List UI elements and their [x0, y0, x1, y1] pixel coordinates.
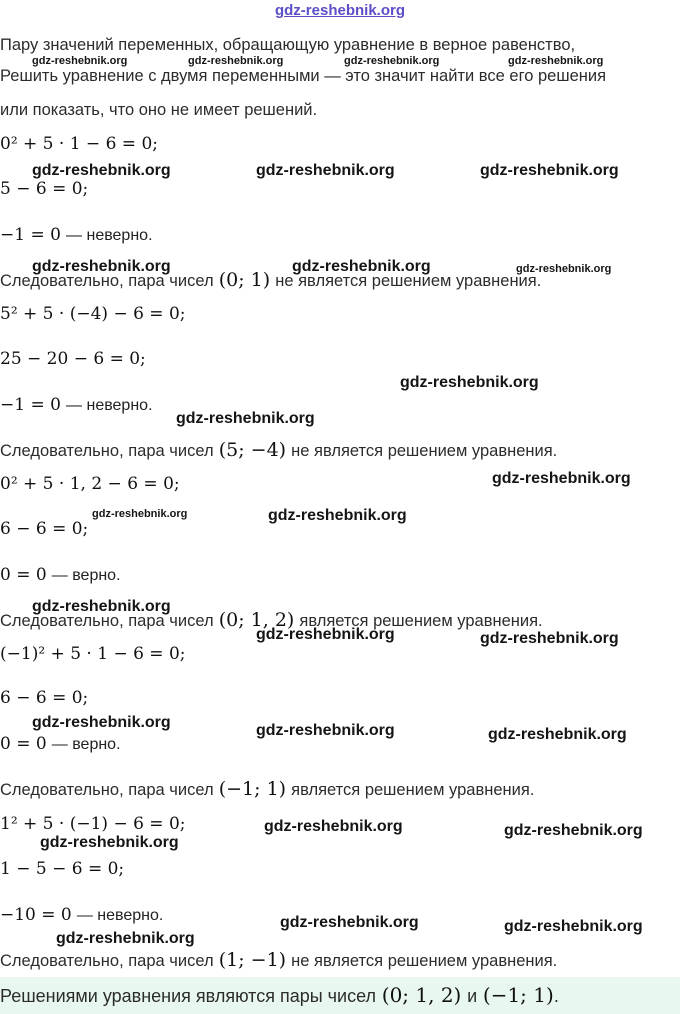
watermark: gdz-reshebnik.org	[256, 626, 395, 643]
final-pair-1: (0; 1, 2)	[381, 983, 462, 1007]
check-3-pair: (0; 1, 2)	[218, 609, 295, 631]
check-4-equation-3: 0 = 0	[0, 734, 47, 754]
watermark: gdz-reshebnik.org	[400, 374, 539, 391]
check-5-verdict: — неверно.	[76, 907, 164, 924]
watermark: gdz-reshebnik.org	[40, 834, 179, 851]
check-5-conclusion-prefix: Следовательно, пара чисел	[0, 952, 214, 970]
check-3-equation-1: 0² + 5 · 1, 2 − 6 = 0;	[0, 474, 180, 494]
watermark: gdz-reshebnik.org	[256, 162, 395, 179]
check-3-conclusion-prefix: Следовательно, пара чисел	[0, 612, 214, 630]
intro-line-3: или показать, что оно не имеет решений.	[0, 101, 318, 119]
check-4-verdict: — верно.	[51, 736, 121, 753]
watermark: gdz-reshebnik.org	[488, 726, 627, 743]
check-5-equation-2: 1 − 5 − 6 = 0;	[0, 859, 125, 879]
watermark: gdz-reshebnik.org	[256, 722, 395, 739]
check-5-pair: (1; −1)	[218, 949, 287, 971]
check-3-verdict: — верно.	[51, 567, 121, 584]
watermark: gdz-reshebnik.org	[92, 508, 188, 520]
check-4-conclusion-prefix: Следовательно, пара чисел	[0, 781, 214, 799]
watermark: gdz-reshebnik.org	[188, 55, 284, 67]
watermark: gdz-reshebnik.org	[504, 822, 643, 839]
final-conclusion-band	[0, 977, 680, 1014]
watermark: gdz-reshebnik.org	[268, 507, 407, 524]
check-4-equation-2: 6 − 6 = 0;	[0, 688, 89, 708]
final-pair-2: (−1; 1)	[482, 983, 554, 1007]
site-watermark-link[interactable]: gdz-reshebnik.org	[274, 2, 405, 19]
check-2-equation-1: 5² + 5 · (−4) − 6 = 0;	[0, 304, 186, 324]
check-1-result	[0, 225, 153, 246]
check-1-conclusion-prefix: Следовательно, пара чисел	[0, 272, 214, 290]
check-3-equation-2: 6 − 6 = 0;	[0, 519, 89, 539]
watermark: gdz-reshebnik.org	[508, 55, 604, 67]
intro-line-2: Решить уравнение с двумя переменными — это значит найти все его решения	[0, 67, 607, 85]
check-1-equation-1: 0² + 5 · 1 − 6 = 0;	[0, 134, 158, 154]
watermark: gdz-reshebnik.org	[344, 55, 440, 67]
check-5-result	[0, 905, 163, 926]
check-5-equation-3: −10 = 0	[0, 905, 72, 925]
watermark: gdz-reshebnik.org	[32, 714, 171, 731]
watermark: gdz-reshebnik.org	[504, 918, 643, 935]
check-2-equation-3: −1 = 0	[0, 395, 61, 415]
check-3-equation-3: 0 = 0	[0, 565, 47, 585]
check-1-verdict: — неверно.	[66, 227, 153, 244]
watermark: gdz-reshebnik.org	[32, 162, 171, 179]
final-conclusion-prefix: Решениями уравнения являются пары чисел	[0, 986, 377, 1006]
watermark: gdz-reshebnik.org	[264, 818, 403, 835]
check-4-pair: (−1; 1)	[218, 778, 287, 800]
check-1-equation-3: −1 = 0	[0, 225, 61, 245]
check-3-conclusion-suffix: является решением уравнения.	[299, 612, 543, 630]
watermark: gdz-reshebnik.org	[280, 914, 419, 931]
check-2-verdict: — неверно.	[66, 397, 153, 414]
final-conclusion-joiner: и	[467, 986, 478, 1006]
watermark: gdz-reshebnik.org	[480, 162, 619, 179]
check-2-result	[0, 395, 153, 416]
check-1-conclusion-suffix: не является решением уравнения.	[275, 272, 542, 290]
check-2-conclusion-suffix: не является решением уравнения.	[291, 442, 558, 460]
check-2-equation-2: 25 − 20 − 6 = 0;	[0, 349, 146, 369]
watermark: gdz-reshebnik.org	[516, 263, 612, 275]
watermark: gdz-reshebnik.org	[32, 258, 171, 275]
check-4-conclusion-suffix: является решением уравнения.	[291, 781, 535, 799]
check-5-conclusion-suffix: не является решением уравнения.	[291, 952, 558, 970]
check-5-equation-1: 1² + 5 · (−1) − 6 = 0;	[0, 814, 186, 834]
watermark: gdz-reshebnik.org	[56, 930, 195, 947]
check-2-conclusion-prefix: Следовательно, пара чисел	[0, 442, 214, 460]
watermark: gdz-reshebnik.org	[492, 470, 631, 487]
check-3-result	[0, 565, 121, 586]
check-4-conclusion	[0, 779, 534, 800]
final-conclusion	[0, 985, 559, 1007]
check-2-pair: (5; −4)	[218, 439, 287, 461]
intro-line-1: Пару значений переменных, обращающую уравнение в верное равенство,	[0, 36, 576, 54]
check-5-conclusion	[0, 950, 557, 971]
check-2-conclusion	[0, 440, 557, 461]
check-1-pair: (0; 1)	[218, 269, 271, 291]
check-1-equation-2: 5 − 6 = 0;	[0, 179, 89, 199]
watermark: gdz-reshebnik.org	[32, 55, 128, 67]
watermark: gdz-reshebnik.org	[292, 258, 431, 275]
final-conclusion-end: .	[553, 986, 559, 1006]
watermark: gdz-reshebnik.org	[32, 598, 171, 615]
check-4-equation-1: (−1)² + 5 · 1 − 6 = 0;	[0, 644, 186, 664]
watermark: gdz-reshebnik.org	[176, 410, 315, 427]
watermark: gdz-reshebnik.org	[480, 630, 619, 647]
check-4-result	[0, 734, 121, 755]
